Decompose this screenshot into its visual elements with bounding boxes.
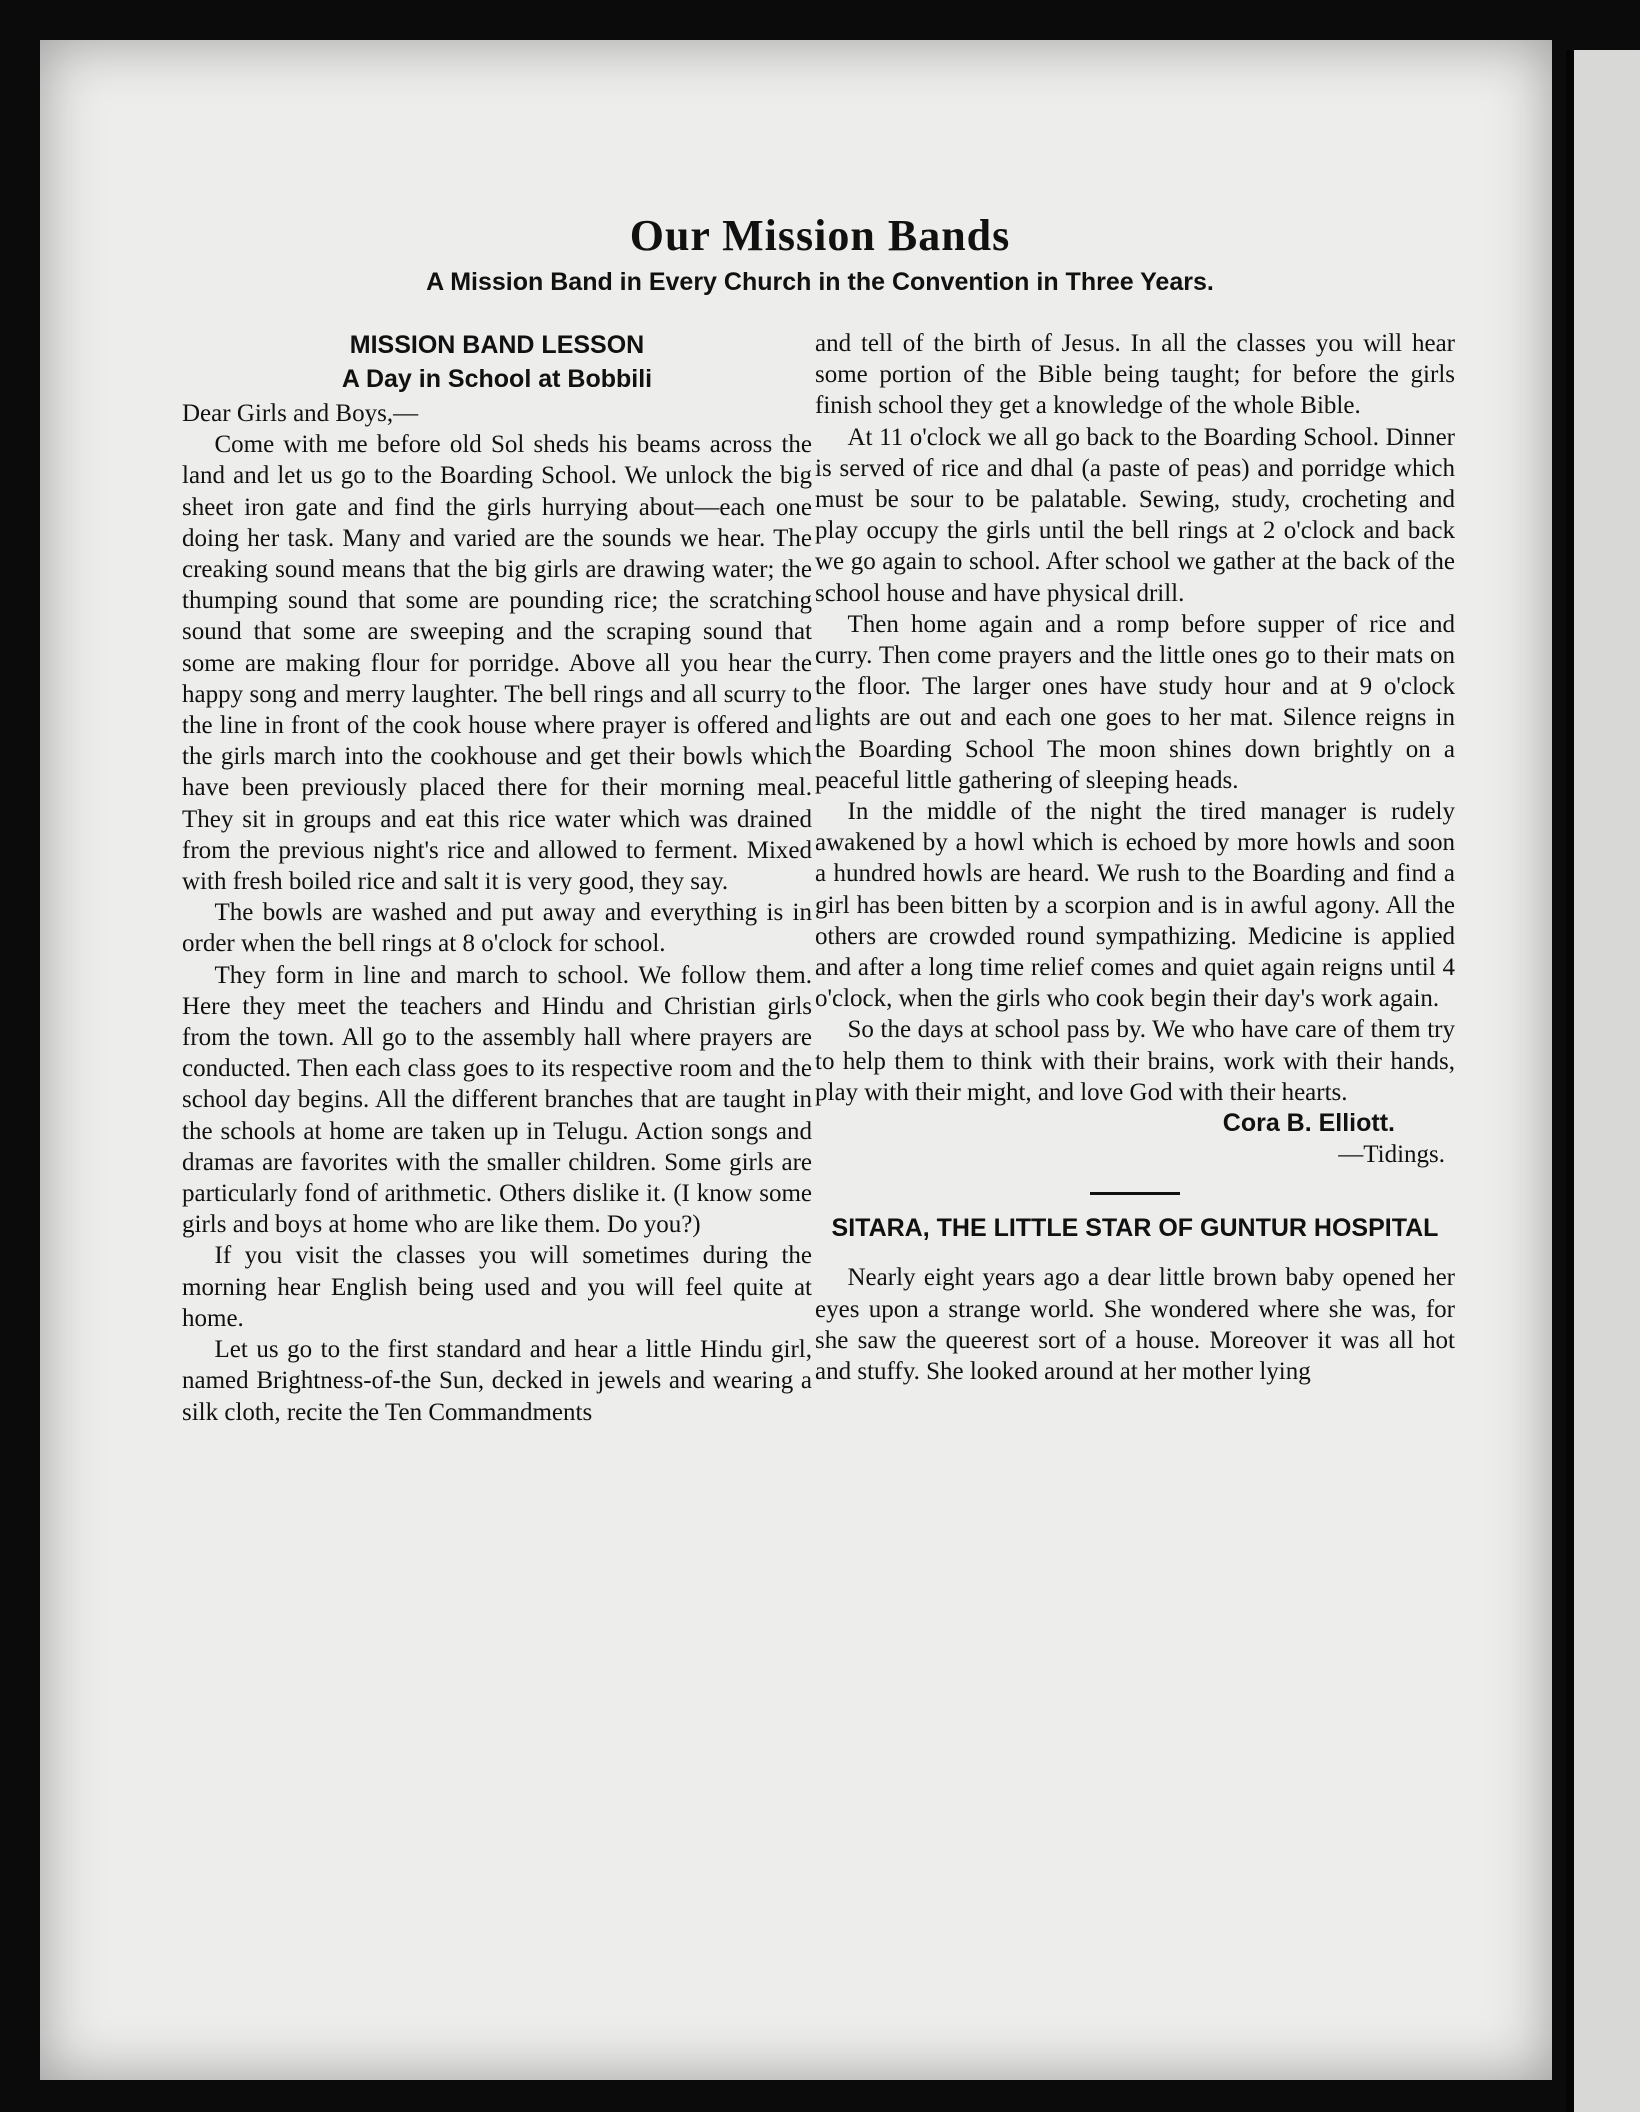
adjacent-page-edge xyxy=(1566,50,1640,2112)
lesson-title: A Day in School at Bobbili xyxy=(341,365,653,393)
lesson-heading: MISSION BAND LESSON xyxy=(349,331,645,359)
source-attribution: —Tidings. xyxy=(1338,1141,1445,1169)
section-divider xyxy=(1090,1192,1180,1195)
left-column xyxy=(182,328,812,1428)
paragraph: So the days at school pass by. We who have care of them try to help them to think with their brains, work with their hands, play with their might, and love God with their hearts. xyxy=(815,1016,1455,1106)
paragraph: Come with me before old Sol sheds his beams across the land and let us go to the Boarding School. We unlock the big sheet iron gate and find the girls hurrying about—each one doing her task. Many and varied are the sounds we hear. The creaking sound means that the big girls are drawing water; the thumping sound that some are pounding rice; the scratching sound that some are sweeping and the scraping sound that some are making flour for porridge. Above all you hear the happy song and merry laughter. The bell rings and all scurry to the line in front of the cook house where prayer is offered and the girls march into the cookhouse and get their bowls which have been previously placed there for their morning meal. They sit in groups and eat this rice water which was drained from the previous night's rice and allowed to ferment. Mixed with fresh boiled rice and salt it is very good, they say. xyxy=(182,431,812,896)
paragraph: Let us go to the first standard and hear a little Hindu girl, named Brightness-of-the Sun, decked in jewels and wearing a silk cloth, recite the Ten Commandments xyxy=(182,1336,812,1426)
right-column xyxy=(815,328,1455,1387)
author-signature: Cora B. Elliott. xyxy=(1222,1109,1395,1138)
article-title: SITARA, THE LITTLE STAR OF GUNTUR HOSPITAL xyxy=(831,1214,1439,1243)
paragraph: The bowls are washed and put away and everything is in order when the bell rings at 8 o'clock for school. xyxy=(182,899,812,958)
paragraph: Nearly eight years ago a dear little brown baby opened her eyes upon a strange world. She wondered where she was, for she saw the queerest sort of a house. Moreover it was all hot and stuffy. She looked around at her mother lying xyxy=(815,1264,1455,1386)
section-subtitle: A Mission Band in Every Church in the Convention in Three Years. xyxy=(426,268,1214,296)
salutation: Dear Girls and Boys,— xyxy=(182,400,419,427)
paragraph: They form in line and march to school. We follow them. Here they meet the teachers and Hindu and Christian girls from the town. All go to the assembly hall where prayers are conducted. Then each class goes to its respective room and the school day begins. All the different branches that are taught in the schools at home are taken up in Telugu. Action songs and dramas are favorites with the smaller children. Some girls are particularly fond of arithmetic. Others dislike it. (I know some girls and boys at home who are like them. Do you?) xyxy=(182,961,812,1239)
section-masthead: Our Mission Bands xyxy=(629,211,1011,260)
paragraph: Then home again and a romp before supper of rice and curry. Then come prayers and the little ones go to their mats on the floor. The larger ones have study hour and at 9 o'clock lights are out and each one goes to her mat. Silence reigns in the Boarding School The moon shines down brightly on a peaceful little gathering of sleeping heads. xyxy=(815,610,1455,794)
magazine-page xyxy=(100,60,1540,2050)
paragraph: In the middle of the night the tired manager is rudely awakened by a howl which is echoed by more howls and soon a hundred howls are heard. We rush to the Boarding and find a girl has been bitten by a scorpion and is in awful agony. All the others are crowded round sympathizing. Medicine is applied and after a long time relief comes and quiet again reigns until 4 o'clock, when the girls who cook begin their day's work again. xyxy=(815,798,1455,1013)
paragraph: and tell of the birth of Jesus. In all the classes you will hear some portion of the Bible being taught; for before the girls finish school they get a knowledge of the whole Bible. xyxy=(815,330,1455,420)
paragraph: If you visit the classes you will sometimes during the morning hear English being used and you will feel quite at home. xyxy=(182,1242,812,1332)
paragraph: At 11 o'clock we all go back to the Boarding School. Dinner is served of rice and dhal (a paste of peas) and porridge which must be sour to be palatable. Sewing, study, crocheting and play occupy the girls until the bell rings at 2 o'clock and back we go again to school. After school we gather at the back of the school house and have physical drill. xyxy=(815,423,1455,607)
